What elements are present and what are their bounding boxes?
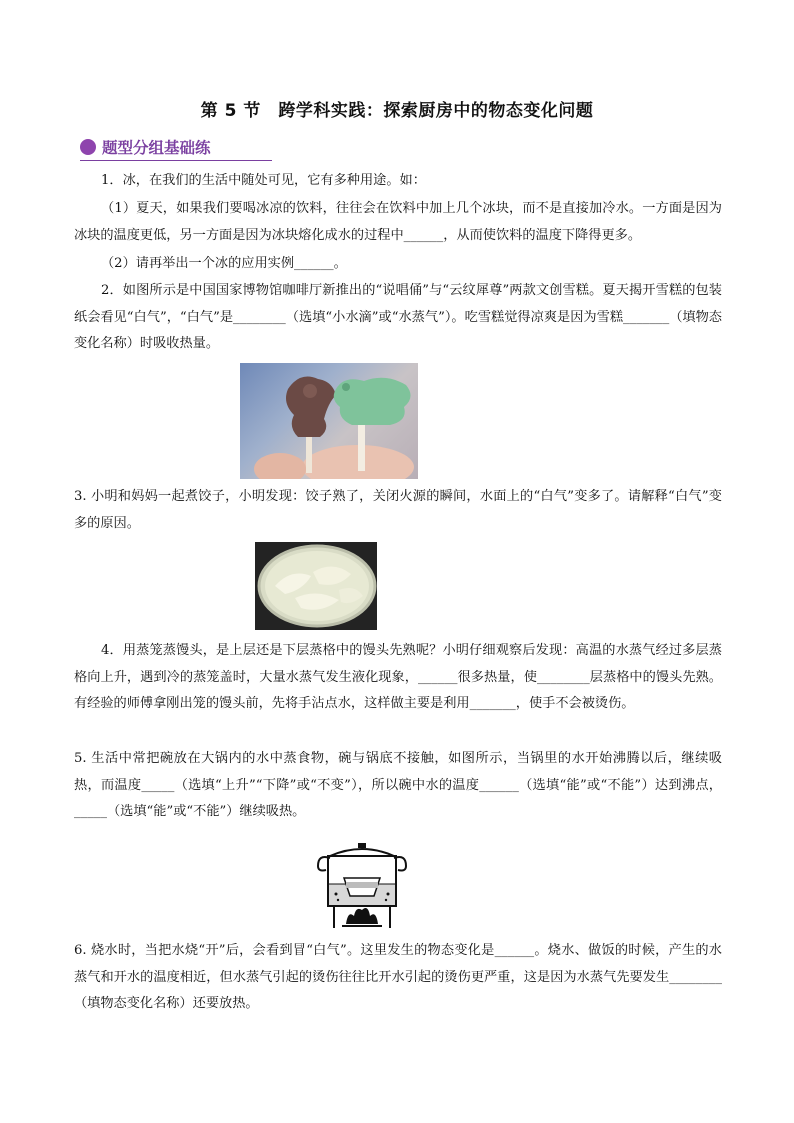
question-5: 5. 生活中常把碗放在大锅内的水中蒸食物，碗与锅底不接触，如图所示，当锅里的水开始沸腾以后，继续吸热，而温度_____（选填“上升”“下降”或“不变”），所以碗中水的温度______（选填“能”或“不能”）达到沸点，_____（选填“能”或“不能”）继续吸热。 <box>74 751 722 819</box>
question-2: 2．如图所示是中国国家博物馆咖啡厅新推出的“说唱俑”与“云纹犀尊”两款文创雪糕。夏天揭开雪糕的包装纸会看见“白气”，“白气”是________（选填“小水滴”或“水蒸气”）。吃雪糕觉得凉爽是因为雪糕_______（填物态变化名称）时吸收热量。 <box>74 283 722 351</box>
question-1-intro: 1．冰，在我们的生活中随处可见，它有多种用途。如： <box>101 173 426 188</box>
question-1-part-2: （2）请再举出一个冰的应用实例______。 <box>101 256 347 271</box>
section-heading-label: 题型分组基础练 <box>102 139 211 157</box>
page-title: 第 5 节 跨学科实践：探索厨房中的物态变化问题 <box>200 101 594 121</box>
bullet-dot-icon <box>80 139 96 155</box>
question-6: 6. 烧水时，当把水烧“开”后，会看到冒“白气”。这里发生的物态变化是______。烧水、做饭的时候，产生的水蒸气和开水的温度相近，但水蒸气引起的烫伤往往比开水引起的烫伤更严重，这是因为水蒸气先要发生________（填物态变化名称）还要放热。 <box>74 943 722 1011</box>
question-1-part-1: （1）夏天，如果我们要喝冰凉的饮料，往往会在饮料中加上几个冰块，而不是直接加冷水。一方面是因为冰块的温度更低，另一方面是因为冰块熔化成水的过程中______，从而使饮料的温度下降得更多。 <box>74 201 722 243</box>
dumpling-photo <box>255 542 377 630</box>
question-3: 3. 小明和妈妈一起煮饺子，小明发现：饺子熟了，关闭火源的瞬间，水面上的“白气”变多了。请解释“白气”变多的原因。 <box>74 489 722 531</box>
question-4: 4．用蒸笼蒸馒头，是上层还是下层蒸格中的馒头先熟呢？小明仔细观察后发现：高温的水蒸气经过多层蒸格向上升，遇到冷的蒸笼盖时，大量水蒸气发生液化现象，______很多热量，使________层蒸格中的馒头先熟。有经验的师傅拿刚出笼的馒头前，先将手沾点水，这样做主要是利用_______，使手不会被烫伤。 <box>74 643 722 711</box>
section-heading <box>80 136 272 161</box>
steamer-diagram <box>312 838 412 930</box>
popsicle-photo <box>240 363 418 479</box>
